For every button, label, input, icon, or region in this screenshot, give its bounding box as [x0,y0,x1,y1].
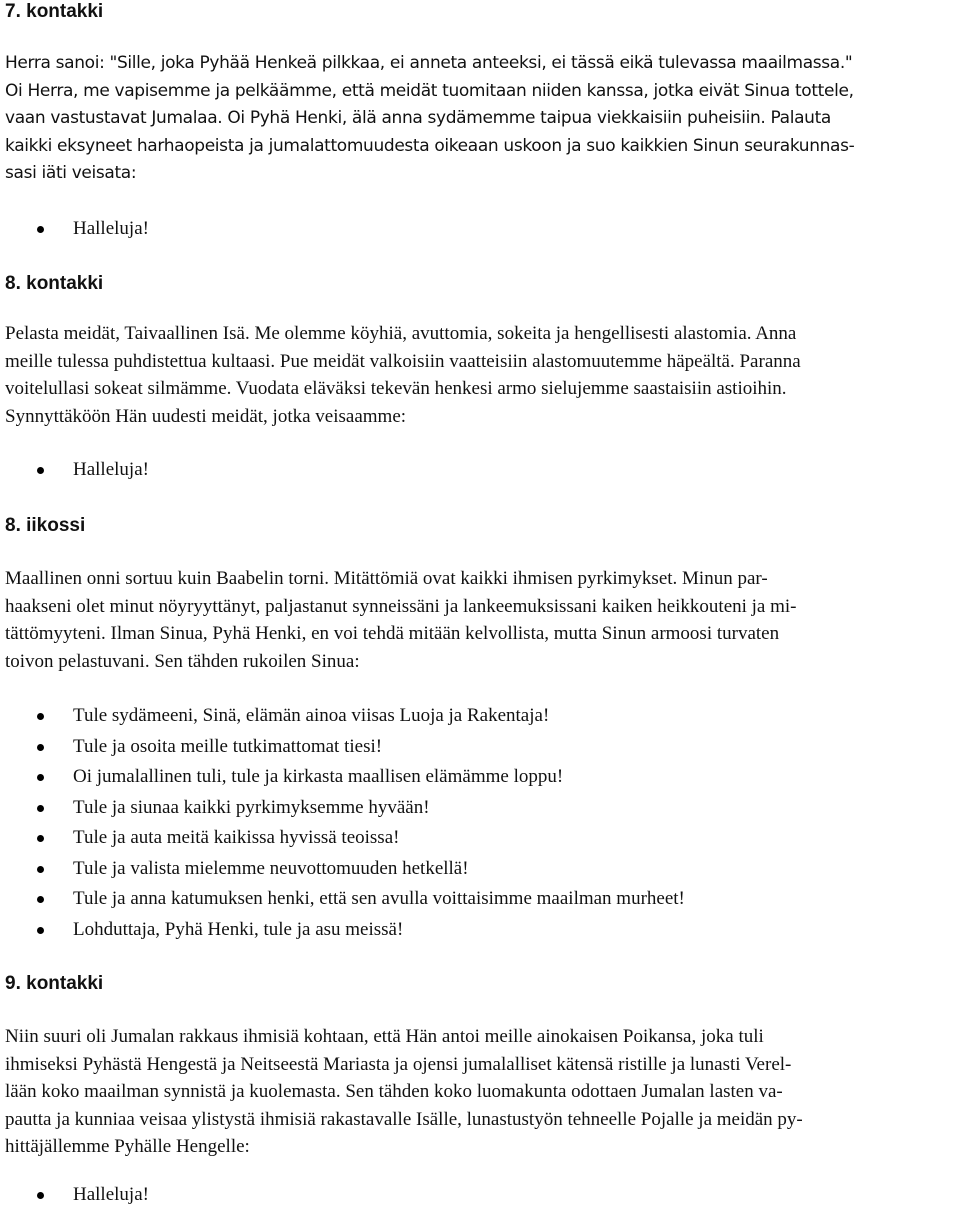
bullet-icon [37,927,44,934]
text-line: lään koko maailman synnistä ja kuolemasta. Sen tähden koko luomakunta odottaen Jumalan lasten va- [5,1081,783,1102]
list-item: Tule ja valista mielemme neuvottomuuden hetkellä! [5,854,955,885]
list-item: Tule sydämeeni, Sinä, elämän ainoa viisas Luoja ja Rakentaja! [5,701,955,732]
bullet-list [5,455,955,486]
text-line: Herra sanoi: "Sille, joka Pyhää Henkeä pilkkaa, ei anneta anteeksi, ei tässä eikä tulevassa maailmassa." [5,53,853,73]
list-item: Tule ja anna katumuksen henki, että sen avulla voittaisimme maailman murheet! [5,884,955,915]
section-8-iikossi [5,514,955,538]
bullet-icon [37,744,44,751]
text-line: Pelasta meidät, Taivaallinen Isä. Me olemme köyhiä, avuttomia, sokeita ja hengellisesti alastomia. Anna [5,323,797,344]
section-8-iikossi-text [5,565,955,675]
text-line: hittäjällemme Pyhälle Hengelle: [5,1136,250,1157]
section-heading: 7. kontakki [5,1,104,22]
list-item: Oi jumalallinen tuli, tule ja kirkasta maallisen elämämme loppu! [5,762,955,793]
section-heading: 8. kontakki [5,273,104,294]
bullet-list [5,214,955,245]
text-line: Maallinen onni sortuu kuin Baabelin torni. Mitättömiä ovat kaikki ihmisen pyrkimykset. Minun par- [5,568,768,589]
text-line: kaikki eksyneet harhaopeista ja jumalattomuudesta oikeaan uskoon ja suo kaikkien Sinun seurakunnas- [5,135,855,156]
bullet-icon [37,866,44,873]
text-line: toivon pelastuvani. Sen tähden rukoilen Sinua: [5,650,360,672]
bullet-icon [37,467,44,474]
section-7-kontakki [5,0,955,24]
bullet-icon [37,805,44,812]
text-line: tättömyyteni. Ilman Sinua, Pyhä Henki, en voi tehdä mitään kelvollista, mutta Sinun armoosi turvaten [5,623,780,644]
bullet-list [5,1180,955,1211]
bullet-icon [37,226,44,233]
section-heading: 9. kontakki [5,973,104,994]
bullet-icon [37,713,44,720]
list-item: Halleluja! [5,214,955,245]
text-line: Niin suuri oli Jumalan rakkaus ihmisiä kohtaan, että Hän antoi meille ainokaisen Poikansa, joka tuli [5,1026,764,1047]
section-9-kontakki [5,972,955,996]
section-heading: 8. iikossi [5,515,86,536]
text-line: pautta ja kunniaa veisaa ylistystä ihmisiä rakastavalle Isälle, lunastustyön tehneelle Pojalle ja meidän py- [5,1108,803,1130]
list-item: Lohduttaja, Pyhä Henki, tule ja asu meissä! [5,915,955,946]
list-item: Halleluja! [5,455,955,486]
section-8-kontakki [5,272,955,296]
list-item: Halleluja! [5,1180,955,1211]
text-line: voitelullasi sokeat silmämme. Vuodata eläväksi tekevän henkesi armo sielujemme saastaisiin astioihin. [5,378,787,399]
section-8-kontakki-text [5,320,955,430]
bullet-list [5,701,955,945]
bullet-icon [37,774,44,781]
bullet-icon [37,1192,44,1199]
bullet-icon [37,835,44,842]
text-line: Synnyttäköön Hän uudesti meidät, jotka veisaamme: [5,405,407,427]
text-line: meille tulessa puhdistettua kultaasi. Pue meidät valkoisiin vaatteisiin alastomuutemme häpeältä. Paranna [5,350,801,372]
bullet-icon [37,896,44,903]
section-9-text [5,1023,955,1161]
text-line: haakseni olet minut nöyryyttänyt, paljastanut synneissäni ja lankeemuksissani kaiken heikkouteni ja mi- [5,595,797,617]
section-7-text [5,50,955,188]
text-line: Oi Herra, me vapisemme ja pelkäämme, että meidät tuomitaan niiden kanssa, jotka eivät Sinua tottele, [5,80,854,101]
text-line: vaan vastustavat Jumalaa. Oi Pyhä Henki, älä anna sydämemme taipua viekkaisiin puheisiin. Palauta [5,108,831,128]
list-item: Tule ja siunaa kaikki pyrkimyksemme hyvään! [5,793,955,824]
list-item: Tule ja osoita meille tutkimattomat tiesi! [5,732,955,763]
text-line: ihmiseksi Pyhästä Hengestä ja Neitseestä Mariasta ja ojensi jumalalliset kätensä ristille ja lunasti Verel- [5,1053,792,1075]
list-item: Tule ja auta meitä kaikissa hyvissä teoissa! [5,823,955,854]
text-line: sasi iäti veisata: [5,163,137,183]
